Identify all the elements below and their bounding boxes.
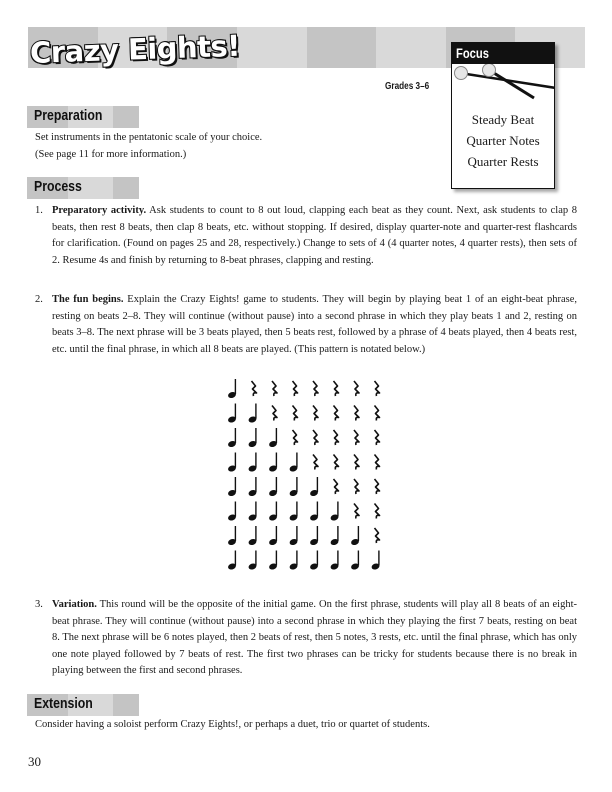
focus-box	[451, 42, 555, 189]
quarter-rest-icon	[313, 406, 318, 421]
quarter-rest-icon	[375, 528, 380, 543]
quarter-rest-icon	[375, 430, 380, 445]
quarter-note-icon	[268, 453, 278, 473]
quarter-note-icon	[228, 453, 237, 473]
quarter-note-icon	[248, 453, 258, 473]
process-item-2: 2. The fun begins. Explain the Crazy Eights! game to students. They will begin by playing beat 1 of an eight-beat phrase, resting on beats 2–8. They will continue (without pause) into a second phrase in which they play beats 1 and 2, resting on beats 3–8. The next phrase will be 3 beats played, then 5 beats rest, followed by a phrase of 4 beats played, then 4 beats rest, etc. until the final phrase, in which all 8 beats are played. (This pattern is notated below.)	[35, 294, 577, 355]
quarter-note-icon	[268, 477, 278, 497]
item-lead: Preparatory activity.	[52, 205, 147, 216]
quarter-rest-icon	[293, 430, 298, 445]
quarter-note-icon	[309, 477, 319, 497]
stripe-block	[307, 27, 377, 68]
quarter-note-icon	[371, 551, 381, 571]
quarter-note-icon	[309, 526, 319, 546]
mallets-icon	[452, 64, 554, 104]
quarter-rest-icon	[272, 406, 277, 421]
quarter-rest-icon	[354, 430, 359, 445]
quarter-rest-icon	[334, 406, 339, 421]
quarter-note-icon	[268, 551, 278, 571]
quarter-note-icon	[228, 551, 237, 571]
quarter-note-icon	[350, 551, 360, 571]
grade-level: Grades 3–6	[385, 81, 430, 92]
quarter-rest-icon	[375, 381, 380, 396]
section-heading-extension: Extension	[34, 695, 93, 712]
quarter-note-icon	[248, 526, 258, 546]
quarter-rest-icon	[293, 406, 298, 421]
quarter-note-icon	[289, 453, 299, 473]
quarter-note-icon	[248, 428, 258, 448]
stripe-block	[376, 27, 446, 68]
process-item-1: 1. Preparatory activity. Ask students to count to 8 out loud, clapping each beat as they count. Next, ask students to clap 8 beats, then rest 8 beats, then clap 8 beats, etc. without stopping. If desired, display quarter-note and quarter-rest flashcards for clarification. (Found on pages 25 and 28, respectively.) Change to sets of 4 (4 quarter notes, 4 quarter rests), then sets of 2. Resume 4s and finish by returning to 8-beat phrases, clapping and resting.	[35, 205, 577, 266]
quarter-note-icon	[268, 526, 278, 546]
quarter-note-icon	[289, 551, 299, 571]
quarter-note-icon	[289, 477, 299, 497]
focus-heading: Focus	[452, 43, 554, 64]
phrase-row	[228, 404, 380, 424]
focus-item: Quarter Rests	[467, 154, 539, 169]
quarter-rest-icon	[354, 381, 359, 396]
quarter-rest-icon	[354, 455, 359, 470]
quarter-note-icon	[228, 477, 237, 497]
quarter-note-icon	[330, 551, 340, 571]
phrase-row	[228, 379, 380, 399]
quarter-note-icon	[248, 551, 258, 571]
process-item-3: 3. Variation. This round will be the opposite of the initial game. On the first phrase, students will play all 8 beats of an eight-beat phrase. They will continue (without pause) into a second phrase in which they playing the first 7 beats, resting on beat 8. The next phrase will be 6 notes played, then 2 beats of rest, then 5 notes, 3 rests, etc. until the final phrase, which has only one note played followed by 7 beats of rest. The first two phrases can be tricky for students because there is no break in playing between the first and second phrases.	[35, 599, 577, 676]
quarter-rest-icon	[313, 430, 318, 445]
focus-list	[452, 109, 554, 172]
quarter-note-icon	[228, 428, 237, 448]
quarter-rest-icon	[334, 430, 339, 445]
quarter-note-icon	[228, 404, 237, 424]
item-text: This round will be the opposite of the initial game. On the first phrase, students will play all 8 beats of an eight-beat phrase. They will continue (without pause) into a second phrase in which they playing the first 7 beats, resting on beat 8. The next phrase will be 6 notes played, then 2 beats of rest, then 5 notes, 3 rests, etc. until the final phrase, which has only one note played followed by 7 beats of rest. The first two phrases can be tricky for students because there is no break in playing between the first and second phrases.	[52, 599, 577, 676]
item-lead: Variation.	[52, 599, 97, 610]
quarter-rest-icon	[334, 455, 339, 470]
quarter-note-icon	[228, 379, 237, 399]
quarter-rest-icon	[375, 504, 380, 519]
phrase-row	[228, 526, 380, 546]
focus-item: Quarter Notes	[466, 133, 540, 148]
phrase-row	[228, 428, 380, 448]
quarter-note-icon	[268, 502, 278, 522]
item-text: Ask students to count to 8 out loud, clapping each beat as they count. Next, ask students to clap 8 beats, then rest 8 beats, then clap 8 beats, etc. without stopping. If desired, display quarter-note and quarter-rest flashcards for clarification. (Found on pages 25 and 28, respectively.) Change to sets of 4 (4 quarter notes, 4 quarter rests), then sets of 2. Resume 4s and finish by returning to 8-beat phrases, clapping and resting.	[52, 205, 577, 266]
quarter-rest-icon	[313, 381, 318, 396]
quarter-note-icon	[309, 502, 319, 522]
quarter-note-icon	[268, 428, 278, 448]
quarter-note-icon	[289, 526, 299, 546]
item-text: Explain the Crazy Eights! game to students. They will begin by playing beat 1 of an eight-beat phrase, resting on beats 2–8. They will continue (without pause) into a second phrase in which they play beats 1 and 2, resting on beats 3–8. The next phrase will be 3 beats played, then 5 beats rest, followed by a phrase of 4 beats played, then 4 beats rest, etc. until the final phrase, in which all 8 beats are played. (This pattern is notated below.)	[52, 294, 577, 355]
phrase-row	[228, 502, 380, 522]
phrase-row	[228, 453, 380, 473]
quarter-rest-icon	[334, 479, 339, 494]
quarter-rest-icon	[252, 381, 257, 396]
preparation-line: Set instruments in the pentatonic scale of your choice.	[35, 132, 263, 143]
quarter-rest-icon	[354, 479, 359, 494]
quarter-note-icon	[228, 502, 237, 522]
phrase-row	[228, 551, 380, 571]
quarter-note-icon	[330, 502, 340, 522]
stripe-block	[237, 27, 307, 68]
extension-text: Consider having a soloist perform Crazy Eights!, or perhaps a duet, trio or quartet of students.	[35, 719, 430, 730]
focus-item: Steady Beat	[471, 112, 535, 127]
quarter-note-icon	[330, 526, 340, 546]
rhythm-notation-grid	[228, 378, 398, 578]
quarter-rest-icon	[313, 455, 318, 470]
quarter-note-icon	[248, 502, 258, 522]
quarter-note-icon	[350, 526, 360, 546]
item-lead: The fun begins.	[52, 294, 124, 305]
quarter-rest-icon	[334, 381, 339, 396]
quarter-rest-icon	[293, 381, 298, 396]
quarter-rest-icon	[375, 479, 380, 494]
page-title: Crazy Eights!	[29, 28, 241, 70]
preparation-line: (See page 11 for more information.)	[35, 149, 187, 160]
quarter-rest-icon	[354, 504, 359, 519]
quarter-note-icon	[309, 551, 319, 571]
quarter-note-icon	[248, 477, 258, 497]
quarter-rest-icon	[354, 406, 359, 421]
quarter-note-icon	[228, 526, 237, 546]
quarter-note-icon	[289, 502, 299, 522]
page-number: 30	[28, 754, 41, 769]
section-heading-process: Process	[34, 178, 82, 195]
phrase-row	[228, 477, 380, 497]
section-heading-preparation: Preparation	[34, 107, 103, 124]
quarter-rest-icon	[375, 406, 380, 421]
quarter-rest-icon	[375, 455, 380, 470]
quarter-note-icon	[248, 404, 258, 424]
quarter-rest-icon	[272, 381, 277, 396]
